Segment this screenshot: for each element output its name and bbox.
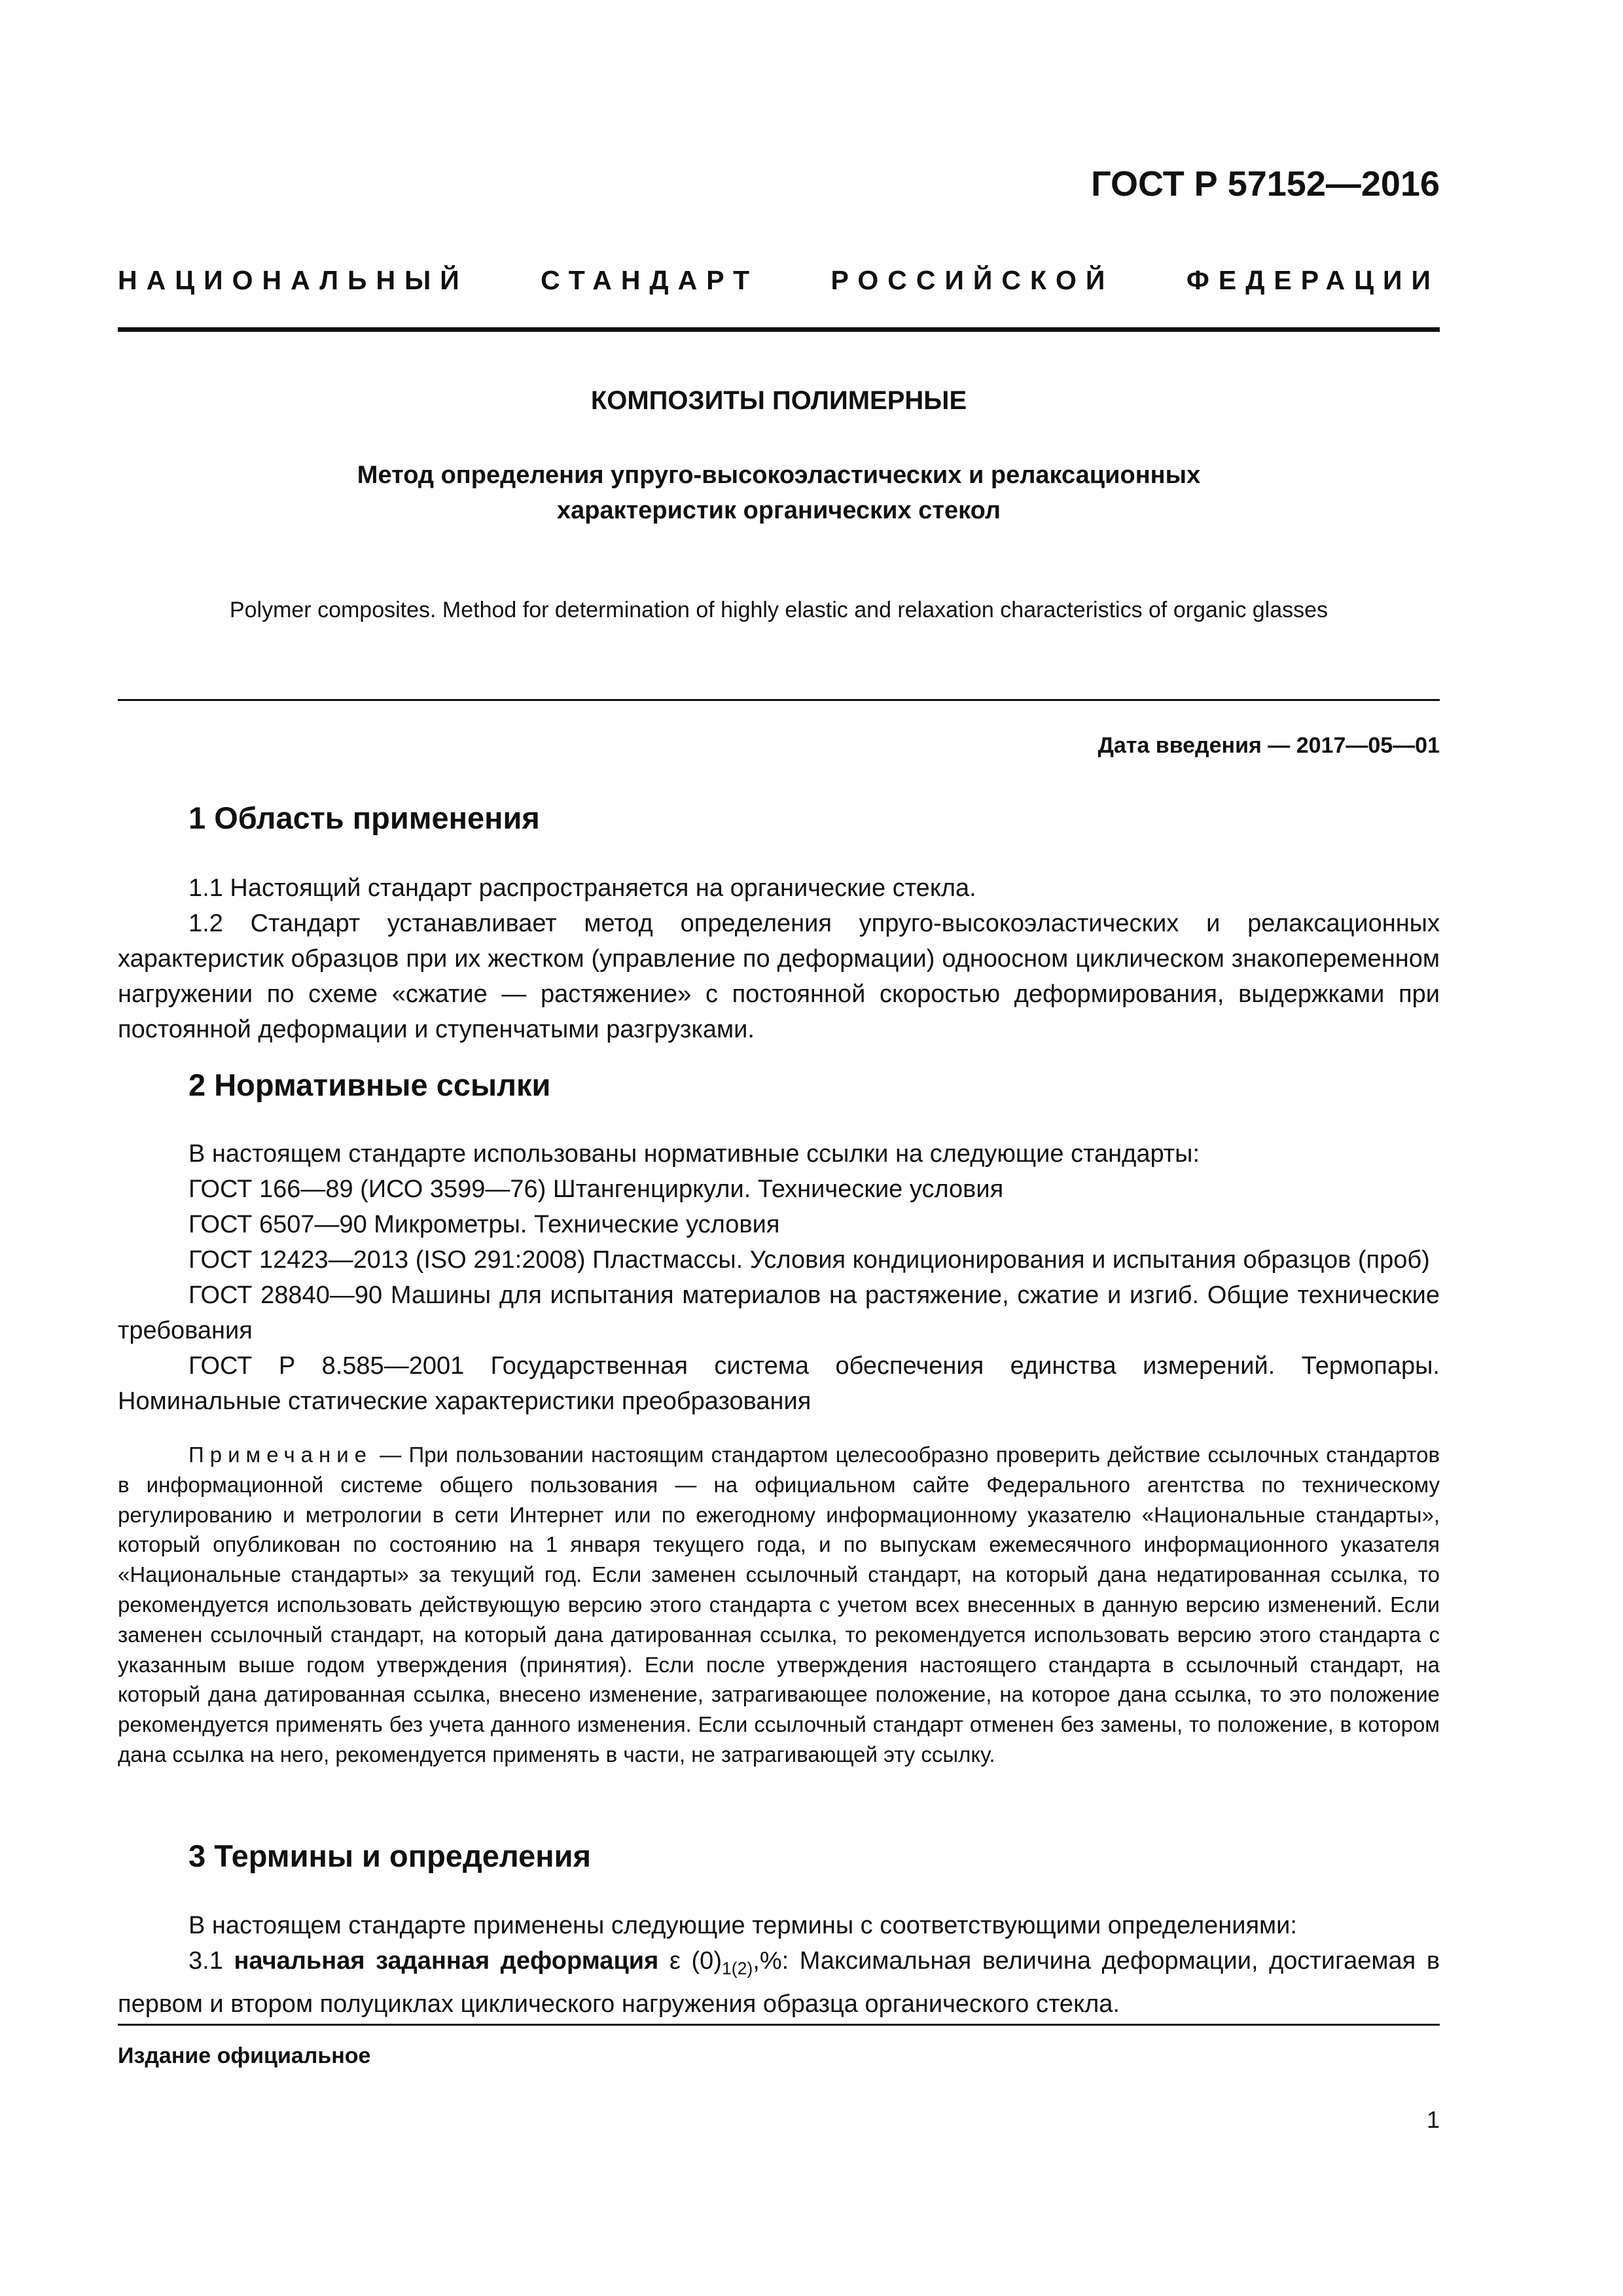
note-text: — При пользовании настоящим стандартом целесообразно проверить действие ссылочных стандартов в информационной системе общего пользования — на официальном сайте Федерального агентства по техническому регулированию и метрологии в сети Интернет или по ежегодному информационному указателю «Национальные стандарты», который опубликован по состоянию на 1 января текущего года, и по выпускам ежемесячного информационного указателя «Национальные стандарты» за текущий год. Если заменен ссылочный стандарт, на который дана недатированная ссылка, то рекомендуется использовать действующую версию этого стандарта с учетом всех внесенных в данную версию изменений. Если заменен ссылочный стандарт, на который дана датированная ссылка, то рекомендуется использовать версию этого стандарта с указанным выше годом утверждения (принятия). Если после утверждения настоящего стандарта в ссылочный стандарт, на который дана датированная ссылка, внесено изменение, затрагивающее положение, на которое дана ссылка, то это положение рекомендуется применять без учета данного изменения. Если ссылочный стандарт отменен без замены, то положение, в котором дана ссылка на него, рекомендуется применять в части, не затрагивающей эту ссылку. <box>118 1443 1440 1767</box>
term-name: начальная заданная деформация <box>234 1947 659 1975</box>
document-title: КОМПОЗИТЫ ПОЛИМЕРНЫЕ <box>590 386 967 415</box>
note-block <box>118 1440 1440 1770</box>
paragraph: 1.2 Стандарт устанавливает метод определения упруго-высокоэластических и релаксационных характеристик образцов при их жестком (управление по деформации) одноосном циклическом знакопеременном нагружении по схеме «сжатие — растяжение» с постоянной скоростью деформирования, выдержками при постоянной деформации и ступенчатыми разгрузками. <box>118 910 1440 1043</box>
page-number: 1 <box>1426 2106 1440 2133</box>
banner-word: НАЦИОНАЛЬНЫЙ <box>118 265 469 295</box>
subtitle-line: Метод определения упруго-высокоэластических и релаксационных <box>357 461 1201 489</box>
footer-rule <box>118 2024 1440 2026</box>
term-definition <box>118 1943 1440 2022</box>
note-paragraph <box>118 1440 1440 1770</box>
section-3-heading: 3 Термины и определения <box>188 1839 591 1873</box>
section-3-body <box>118 1908 1440 2022</box>
section-2-heading: 2 Нормативные ссылки <box>188 1067 551 1102</box>
section-1-heading: 1 Область применения <box>188 800 540 835</box>
national-standard-banner <box>118 265 1440 296</box>
section-2-body <box>118 1136 1440 1419</box>
english-title: Polymer composites. Method for determination of highly elastic and relaxation characteristics of organic glasses <box>229 598 1329 622</box>
paragraph: 1.1 Настоящий стандарт распространяется на органические стекла. <box>188 874 976 902</box>
banner-word: РОССИЙСКОЙ <box>830 265 1115 295</box>
banner-word: ФЕДЕРАЦИИ <box>1186 265 1440 295</box>
normative-reference: ГОСТ 166—89 (ИСО 3599—76) Штангенциркули. Технические условия <box>188 1175 1004 1203</box>
title-rule <box>118 699 1440 701</box>
official-edition-label: Издание официальное <box>118 2043 371 2068</box>
subtitle-line: характеристик органических стекол <box>556 496 1001 524</box>
normative-reference: ГОСТ 6507—90 Микрометры. Технические условия <box>188 1211 780 1238</box>
paragraph: В настоящем стандарте использованы нормативные ссылки на следующие стандарты: <box>188 1140 1200 1168</box>
term-symbol: ε $(0)_{1(2)},\%$: <box>669 1947 789 1979</box>
header-thick-rule <box>118 327 1440 332</box>
section-1-body <box>118 870 1440 1047</box>
normative-reference: ГОСТ Р 8.585—2001 Государственная система обеспечения единства измерений. Термопары. Номинальные статические характеристики преобразования <box>118 1352 1440 1415</box>
normative-reference: ГОСТ 28840—90 Машины для испытания материалов на растяжение, сжатие и изгиб. Общие технические требования <box>118 1282 1440 1344</box>
term-number: 3.1 <box>188 1947 223 1975</box>
note-label: Примечание <box>188 1443 373 1467</box>
term-text: Максимальная величина деформации, достигаемая в первом и втором полуциклах циклического нагружения образца органического стекла. <box>118 1947 1440 2018</box>
banner-word: СТАНДАРТ <box>541 265 759 295</box>
paragraph: В настоящем стандарте применены следующие термины с соответствующими определениями: <box>188 1912 1297 1939</box>
document-subtitle <box>118 458 1440 529</box>
standard-code: ГОСТ Р 57152—2016 <box>1091 164 1440 204</box>
introduction-date: Дата введения — 2017—05—01 <box>1097 733 1440 758</box>
normative-reference: ГОСТ 12423—2013 (ISO 291:2008) Пластмассы. Условия кондиционирования и испытания образцов (проб) <box>188 1246 1430 1274</box>
